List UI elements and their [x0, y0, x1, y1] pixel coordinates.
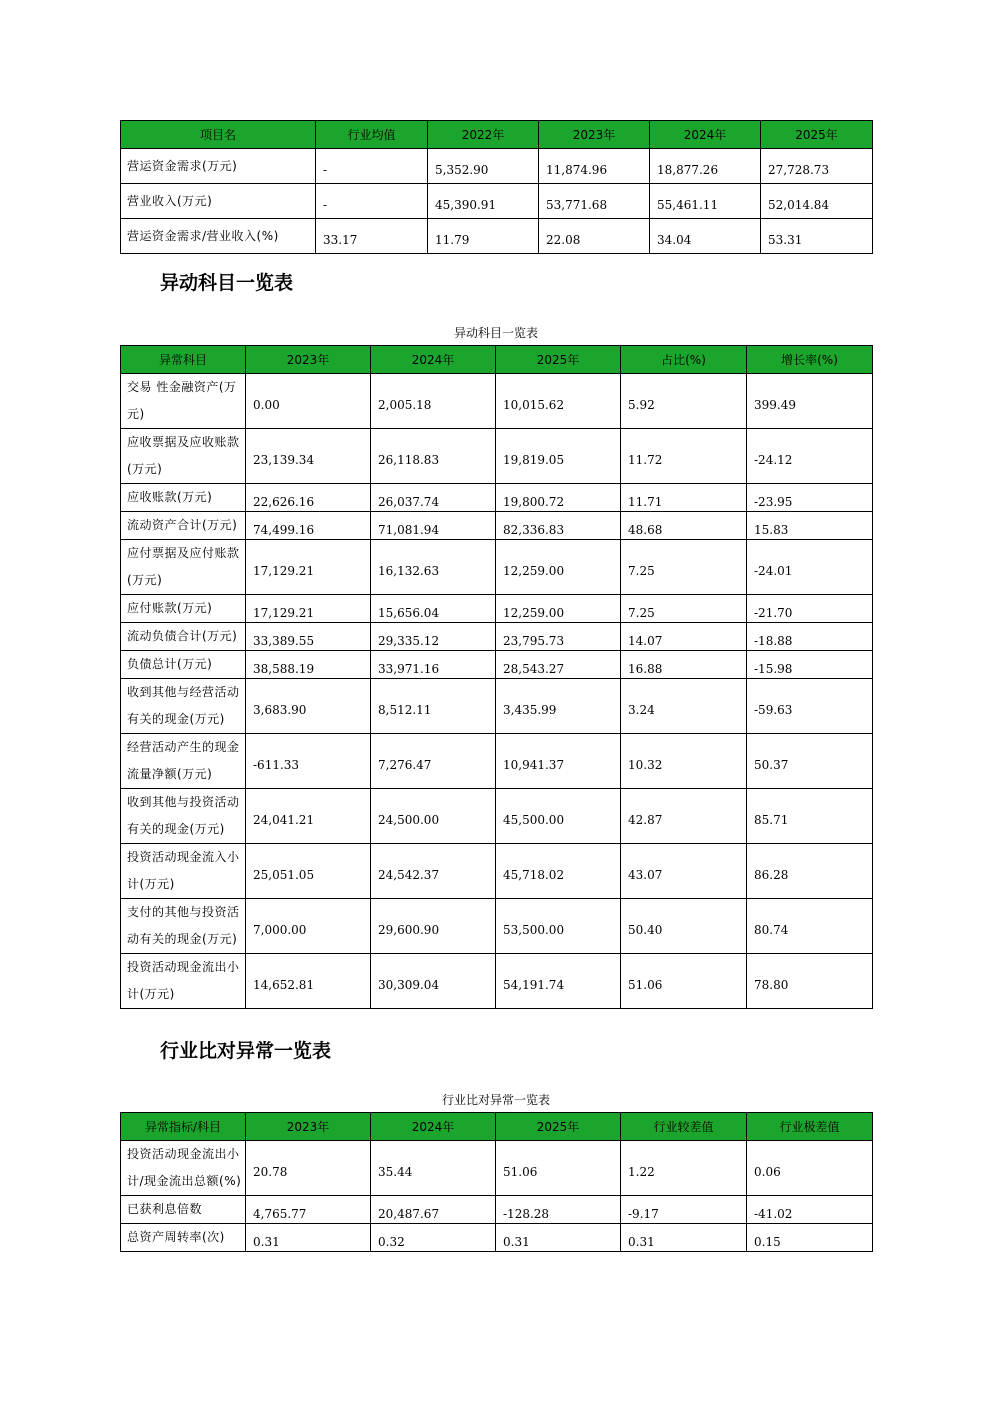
table-cell: 0.15 [747, 1224, 873, 1252]
table-cell: 14,652.81 [246, 954, 371, 1009]
table-cell: 0.31 [496, 1224, 621, 1252]
row-label: 负债总计(万元) [121, 651, 246, 679]
table-cell: 7,276.47 [371, 734, 496, 789]
column-header: 增长率(%) [747, 346, 873, 374]
table-header-row [121, 346, 873, 374]
table-cell: 45,390.91 [428, 184, 539, 219]
row-label: 营运资金需求/营业收入(%) [121, 219, 316, 254]
table-cell: -59.63 [747, 679, 873, 734]
table-row [121, 844, 873, 899]
table-cell: 33,389.55 [246, 623, 371, 651]
row-label: 应收票据及应收账款(万元) [121, 429, 246, 484]
table-cell: 27,728.73 [761, 149, 873, 184]
table-cell: 16,132.63 [371, 540, 496, 595]
table-cell: 52,014.84 [761, 184, 873, 219]
table-cell: -24.01 [747, 540, 873, 595]
column-header: 2023年 [539, 121, 650, 149]
row-label: 流动负债合计(万元) [121, 623, 246, 651]
table-cell: 10.32 [621, 734, 747, 789]
row-label: 已获利息倍数 [121, 1196, 246, 1224]
table-cell: 24,500.00 [371, 789, 496, 844]
table-cell: 74,499.16 [246, 512, 371, 540]
table-cell: 17,129.21 [246, 540, 371, 595]
table-cell: 53,771.68 [539, 184, 650, 219]
column-header: 2025年 [761, 121, 873, 149]
column-header: 行业极差值 [747, 1113, 873, 1141]
table-cell: 399.49 [747, 374, 873, 429]
table-cell: - [316, 149, 428, 184]
column-header: 行业较差值 [621, 1113, 747, 1141]
table-cell: 11.72 [621, 429, 747, 484]
row-label: 应收账款(万元) [121, 484, 246, 512]
table-cell: 7.25 [621, 595, 747, 623]
table-cell: 29,335.12 [371, 623, 496, 651]
table-cell: -24.12 [747, 429, 873, 484]
table-cell: 45,500.00 [496, 789, 621, 844]
table-cell: 15,656.04 [371, 595, 496, 623]
table-cell: 54,191.74 [496, 954, 621, 1009]
table-cell: 1.22 [621, 1141, 747, 1196]
row-label: 应付票据及应付账款(万元) [121, 540, 246, 595]
table-cell: 10,941.37 [496, 734, 621, 789]
section-title-industry-comparison: 行业比对异常一览表 [160, 1040, 332, 1062]
row-label: 投资活动现金流入小计(万元) [121, 844, 246, 899]
table-cell: 51.06 [621, 954, 747, 1009]
table-cell: 19,819.05 [496, 429, 621, 484]
table-cell: 16.88 [621, 651, 747, 679]
row-label: 营运资金需求(万元) [121, 149, 316, 184]
table-header-row [121, 121, 873, 149]
table-cell: 3,435.99 [496, 679, 621, 734]
table-row [121, 540, 873, 595]
table-cell: 23,795.73 [496, 623, 621, 651]
column-header: 2024年 [371, 1113, 496, 1141]
table-caption: 异动科目一览表 [453, 326, 538, 340]
table-row [121, 595, 873, 623]
table-cell: 71,081.94 [371, 512, 496, 540]
table-cell: -9.17 [621, 1196, 747, 1224]
table-cell: - [316, 184, 428, 219]
table-row [121, 429, 873, 484]
table-cell: 29,600.90 [371, 899, 496, 954]
row-label: 应付账款(万元) [121, 595, 246, 623]
table-cell: 0.06 [747, 1141, 873, 1196]
column-header: 行业均值 [316, 121, 428, 149]
table-cell: 78.80 [747, 954, 873, 1009]
table-cell: 82,336.83 [496, 512, 621, 540]
table-row [121, 512, 873, 540]
table-cell: 14.07 [621, 623, 747, 651]
table-row [121, 651, 873, 679]
table-cell: 19,800.72 [496, 484, 621, 512]
table-cell: -18.88 [747, 623, 873, 651]
table-cell: 86.28 [747, 844, 873, 899]
table-row [121, 679, 873, 734]
table-cell: 42.87 [621, 789, 747, 844]
table-cell: 33,971.16 [371, 651, 496, 679]
column-header: 异常指标/科目 [121, 1113, 246, 1141]
table-cell: 26,037.74 [371, 484, 496, 512]
table-cell: 55,461.11 [650, 184, 761, 219]
row-label: 经营活动产生的现金流量净额(万元) [121, 734, 246, 789]
table-row [121, 1224, 873, 1252]
table-cell: 18,877.26 [650, 149, 761, 184]
column-header: 2024年 [371, 346, 496, 374]
table-cell: 51.06 [496, 1141, 621, 1196]
table-cell: 7,000.00 [246, 899, 371, 954]
row-label: 流动资产合计(万元) [121, 512, 246, 540]
table-cell: 2,005.18 [371, 374, 496, 429]
table-cell: 17,129.21 [246, 595, 371, 623]
table-header-row [121, 1113, 873, 1141]
table-caption: 行业比对异常一览表 [441, 1093, 550, 1107]
table-cell: 30,309.04 [371, 954, 496, 1009]
table-cell: 23,139.34 [246, 429, 371, 484]
table-row [121, 623, 873, 651]
table-cell: -611.33 [246, 734, 371, 789]
table-cell: 53.31 [761, 219, 873, 254]
table-cell: 25,051.05 [246, 844, 371, 899]
table-row [121, 184, 873, 219]
column-header: 2022年 [428, 121, 539, 149]
row-label: 总资产周转率(次) [121, 1224, 246, 1252]
row-label: 收到其他与投资活动有关的现金(万元) [121, 789, 246, 844]
table-cell: 15.83 [747, 512, 873, 540]
table-cell: -23.95 [747, 484, 873, 512]
table-cell: 50.37 [747, 734, 873, 789]
table-cell: 22.08 [539, 219, 650, 254]
table-row [121, 484, 873, 512]
table-cell: 0.32 [371, 1224, 496, 1252]
column-header: 项目名 [121, 121, 316, 149]
table-cell: -21.70 [747, 595, 873, 623]
table-cell: -128.28 [496, 1196, 621, 1224]
table-cell: -41.02 [747, 1196, 873, 1224]
table-cell: 45,718.02 [496, 844, 621, 899]
table-cell: 85.71 [747, 789, 873, 844]
column-header: 2025年 [496, 346, 621, 374]
table-cell: 80.74 [747, 899, 873, 954]
table-cell: 33.17 [316, 219, 428, 254]
table-cell: 11,874.96 [539, 149, 650, 184]
table-cell: 5,352.90 [428, 149, 539, 184]
table-cell: 4,765.77 [246, 1196, 371, 1224]
table-cell: 34.04 [650, 219, 761, 254]
table-cell: -15.98 [747, 651, 873, 679]
row-label: 营业收入(万元) [121, 184, 316, 219]
row-label: 交易 性金融资产(万元) [121, 374, 246, 429]
table-cell: 12,259.00 [496, 540, 621, 595]
column-header: 2025年 [496, 1113, 621, 1141]
table-cell: 24,041.21 [246, 789, 371, 844]
table-cell: 0.00 [246, 374, 371, 429]
column-header: 异常科目 [121, 346, 246, 374]
table-cell: 11.79 [428, 219, 539, 254]
table-row [121, 149, 873, 184]
table-cell: 38,588.19 [246, 651, 371, 679]
table-cell: 48.68 [621, 512, 747, 540]
column-header: 2023年 [246, 346, 371, 374]
table-cell: 7.25 [621, 540, 747, 595]
table-row [121, 374, 873, 429]
table-cell: 35.44 [371, 1141, 496, 1196]
table-cell: 10,015.62 [496, 374, 621, 429]
table-cell: 11.71 [621, 484, 747, 512]
table-cell: 20.78 [246, 1141, 371, 1196]
table-cell: 3,683.90 [246, 679, 371, 734]
table-cell: 12,259.00 [496, 595, 621, 623]
table-row [121, 1196, 873, 1224]
table-cell: 20,487.67 [371, 1196, 496, 1224]
column-header: 占比(%) [621, 346, 747, 374]
row-label: 投资活动现金流出小计(万元) [121, 954, 246, 1009]
table-cell: 3.24 [621, 679, 747, 734]
working-capital-table [120, 120, 873, 254]
section-title-anomalies: 异动科目一览表 [160, 272, 294, 294]
row-label: 投资活动现金流出小计/现金流出总额(%) [121, 1141, 246, 1196]
table-cell: 24,542.37 [371, 844, 496, 899]
table-cell: 28,543.27 [496, 651, 621, 679]
table-cell: 8,512.11 [371, 679, 496, 734]
table-cell: 0.31 [246, 1224, 371, 1252]
table-cell: 26,118.83 [371, 429, 496, 484]
table-row [121, 789, 873, 844]
column-header: 2023年 [246, 1113, 371, 1141]
table-row [121, 954, 873, 1009]
table-row [121, 1141, 873, 1196]
industry-comparison-table [120, 1112, 873, 1252]
table-cell: 0.31 [621, 1224, 747, 1252]
row-label: 收到其他与经营活动有关的现金(万元) [121, 679, 246, 734]
table-cell: 5.92 [621, 374, 747, 429]
column-header: 2024年 [650, 121, 761, 149]
table-cell: 22,626.16 [246, 484, 371, 512]
anomaly-items-table [120, 345, 873, 1009]
table-row [121, 899, 873, 954]
row-label: 支付的其他与投资活动有关的现金(万元) [121, 899, 246, 954]
table-cell: 53,500.00 [496, 899, 621, 954]
table-row [121, 734, 873, 789]
table-cell: 50.40 [621, 899, 747, 954]
table-row [121, 219, 873, 254]
table-cell: 43.07 [621, 844, 747, 899]
